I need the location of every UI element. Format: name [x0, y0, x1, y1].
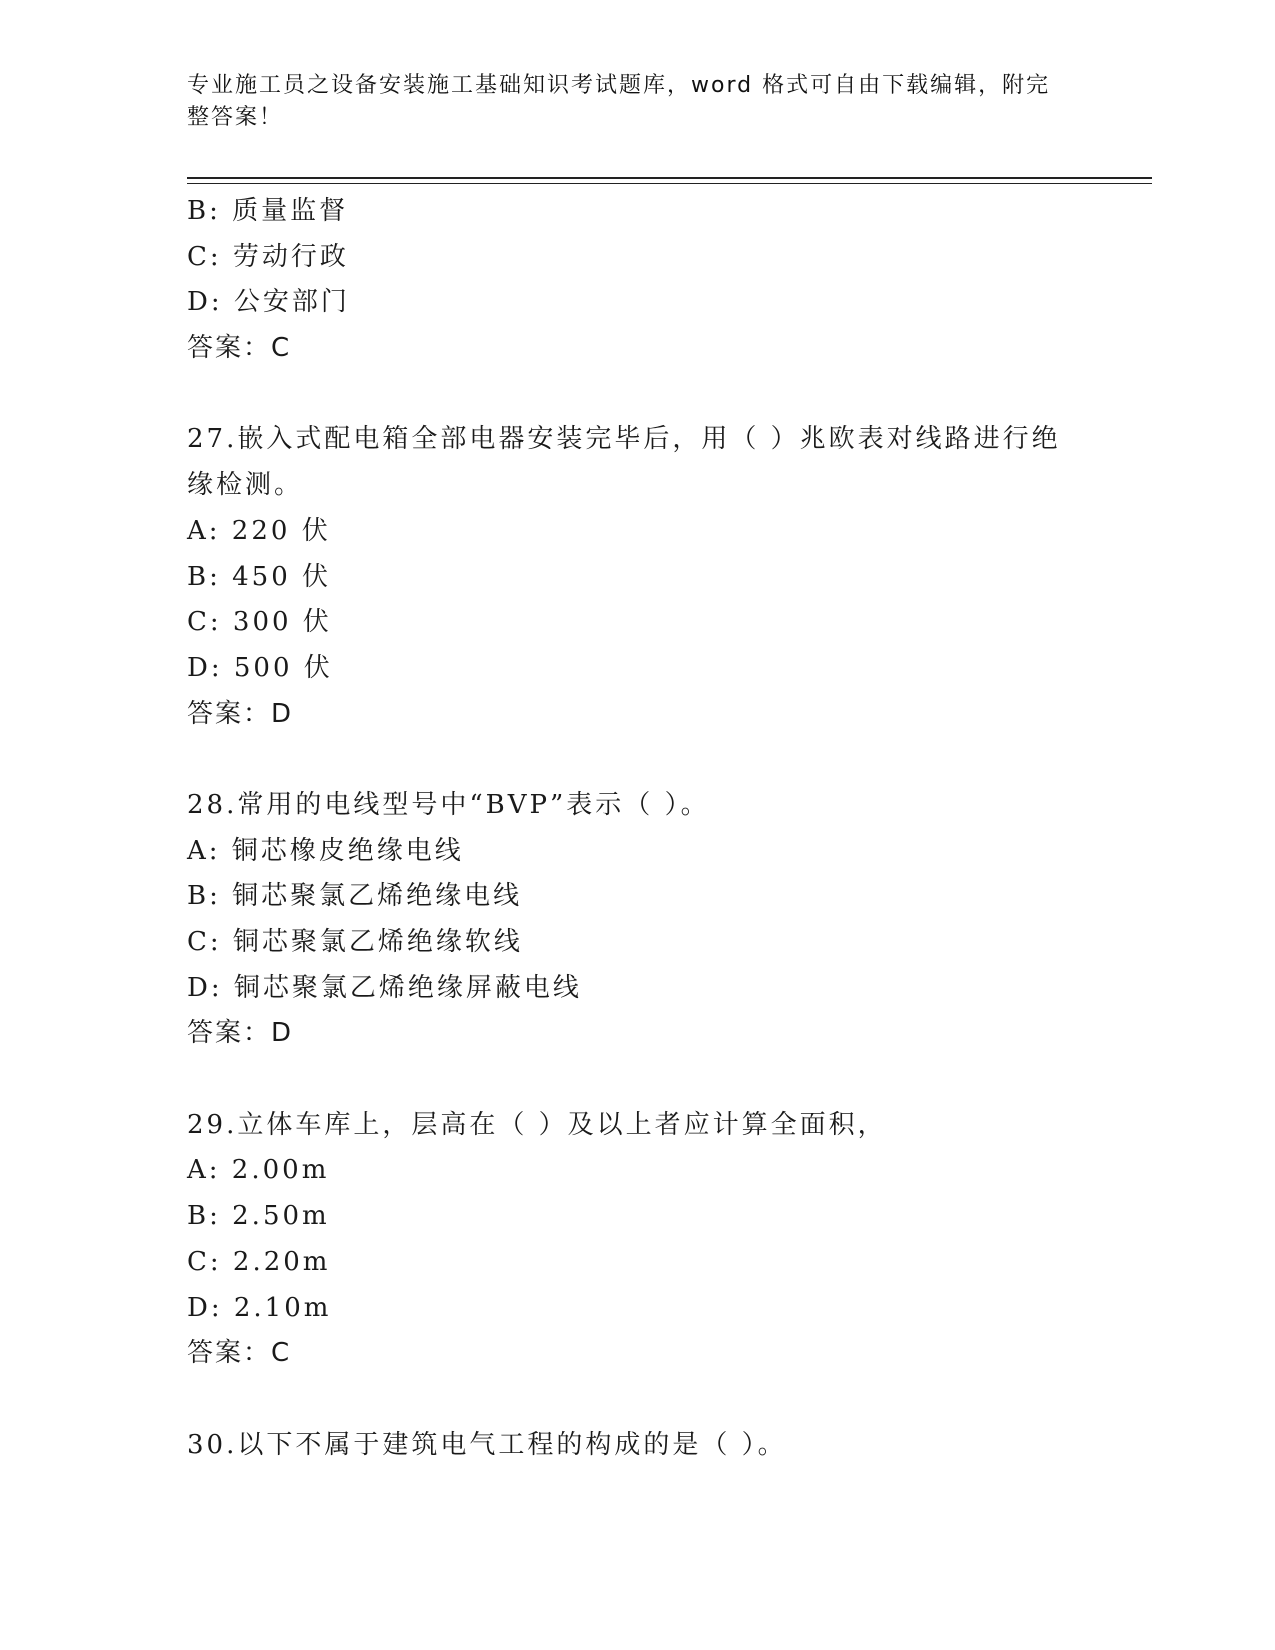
question-text: 27.嵌入式配电箱全部电器安装完毕后，用（ ）兆欧表对线路进行绝	[187, 424, 1061, 455]
option-a: A: 220 伏	[187, 515, 331, 546]
header-rule-thick	[187, 177, 1152, 179]
option-b: B: 铜芯聚氯乙烯绝缘电线	[187, 881, 523, 912]
option-b: B: 450 伏	[187, 561, 332, 592]
option-d: D: 公安部门	[187, 287, 350, 318]
option-b: B: 质量监督	[187, 196, 349, 226]
answer-line: 答案：C	[187, 1338, 292, 1369]
question-27-block	[187, 417, 1147, 737]
option-c: C: 300 伏	[187, 607, 332, 638]
header-line-2: 整答案！	[187, 105, 284, 130]
option-c: C: 劳动行政	[187, 241, 349, 272]
option-a: A: 铜芯橡皮绝缘电线	[187, 835, 464, 866]
question-text: 29.立体车库上，层高在（ ）及以上者应计算全面积，	[187, 1109, 887, 1140]
header-line-1: 专业施工员之设备安装施工基础知识考试题库，word 格式可自由下载编辑，附完	[187, 73, 1051, 98]
answer-line: 答案：D	[187, 698, 294, 729]
option-b: B: 2.50m	[187, 1201, 330, 1232]
option-c: C: 铜芯聚氯乙烯绝缘软线	[187, 927, 523, 957]
question-text: 30.以下不属于建筑电气工程的构成的是（ ）。	[187, 1429, 787, 1460]
option-d: D: 铜芯聚氯乙烯绝缘屏蔽电线	[187, 972, 582, 1003]
option-a: A: 2.00m	[187, 1155, 330, 1186]
option-c: C: 2.20m	[187, 1246, 331, 1277]
answer-line: 答案：C	[187, 333, 292, 364]
question-30-block	[187, 1423, 1147, 1469]
option-d: D: 500 伏	[187, 652, 333, 683]
question-29-block	[187, 1103, 1147, 1377]
question-text: 28.常用的电线型号中“BVP”表示（ ）。	[187, 789, 710, 820]
question-text-continued: 缘检测。	[187, 470, 304, 501]
question-26-block	[187, 189, 1147, 372]
question-28-block	[187, 783, 1147, 1057]
question-list	[187, 189, 1147, 1468]
document-header	[187, 70, 1067, 134]
option-d: D: 2.10m	[187, 1292, 332, 1323]
header-rule-thin	[187, 183, 1152, 184]
answer-line: 答案：D	[187, 1018, 294, 1049]
